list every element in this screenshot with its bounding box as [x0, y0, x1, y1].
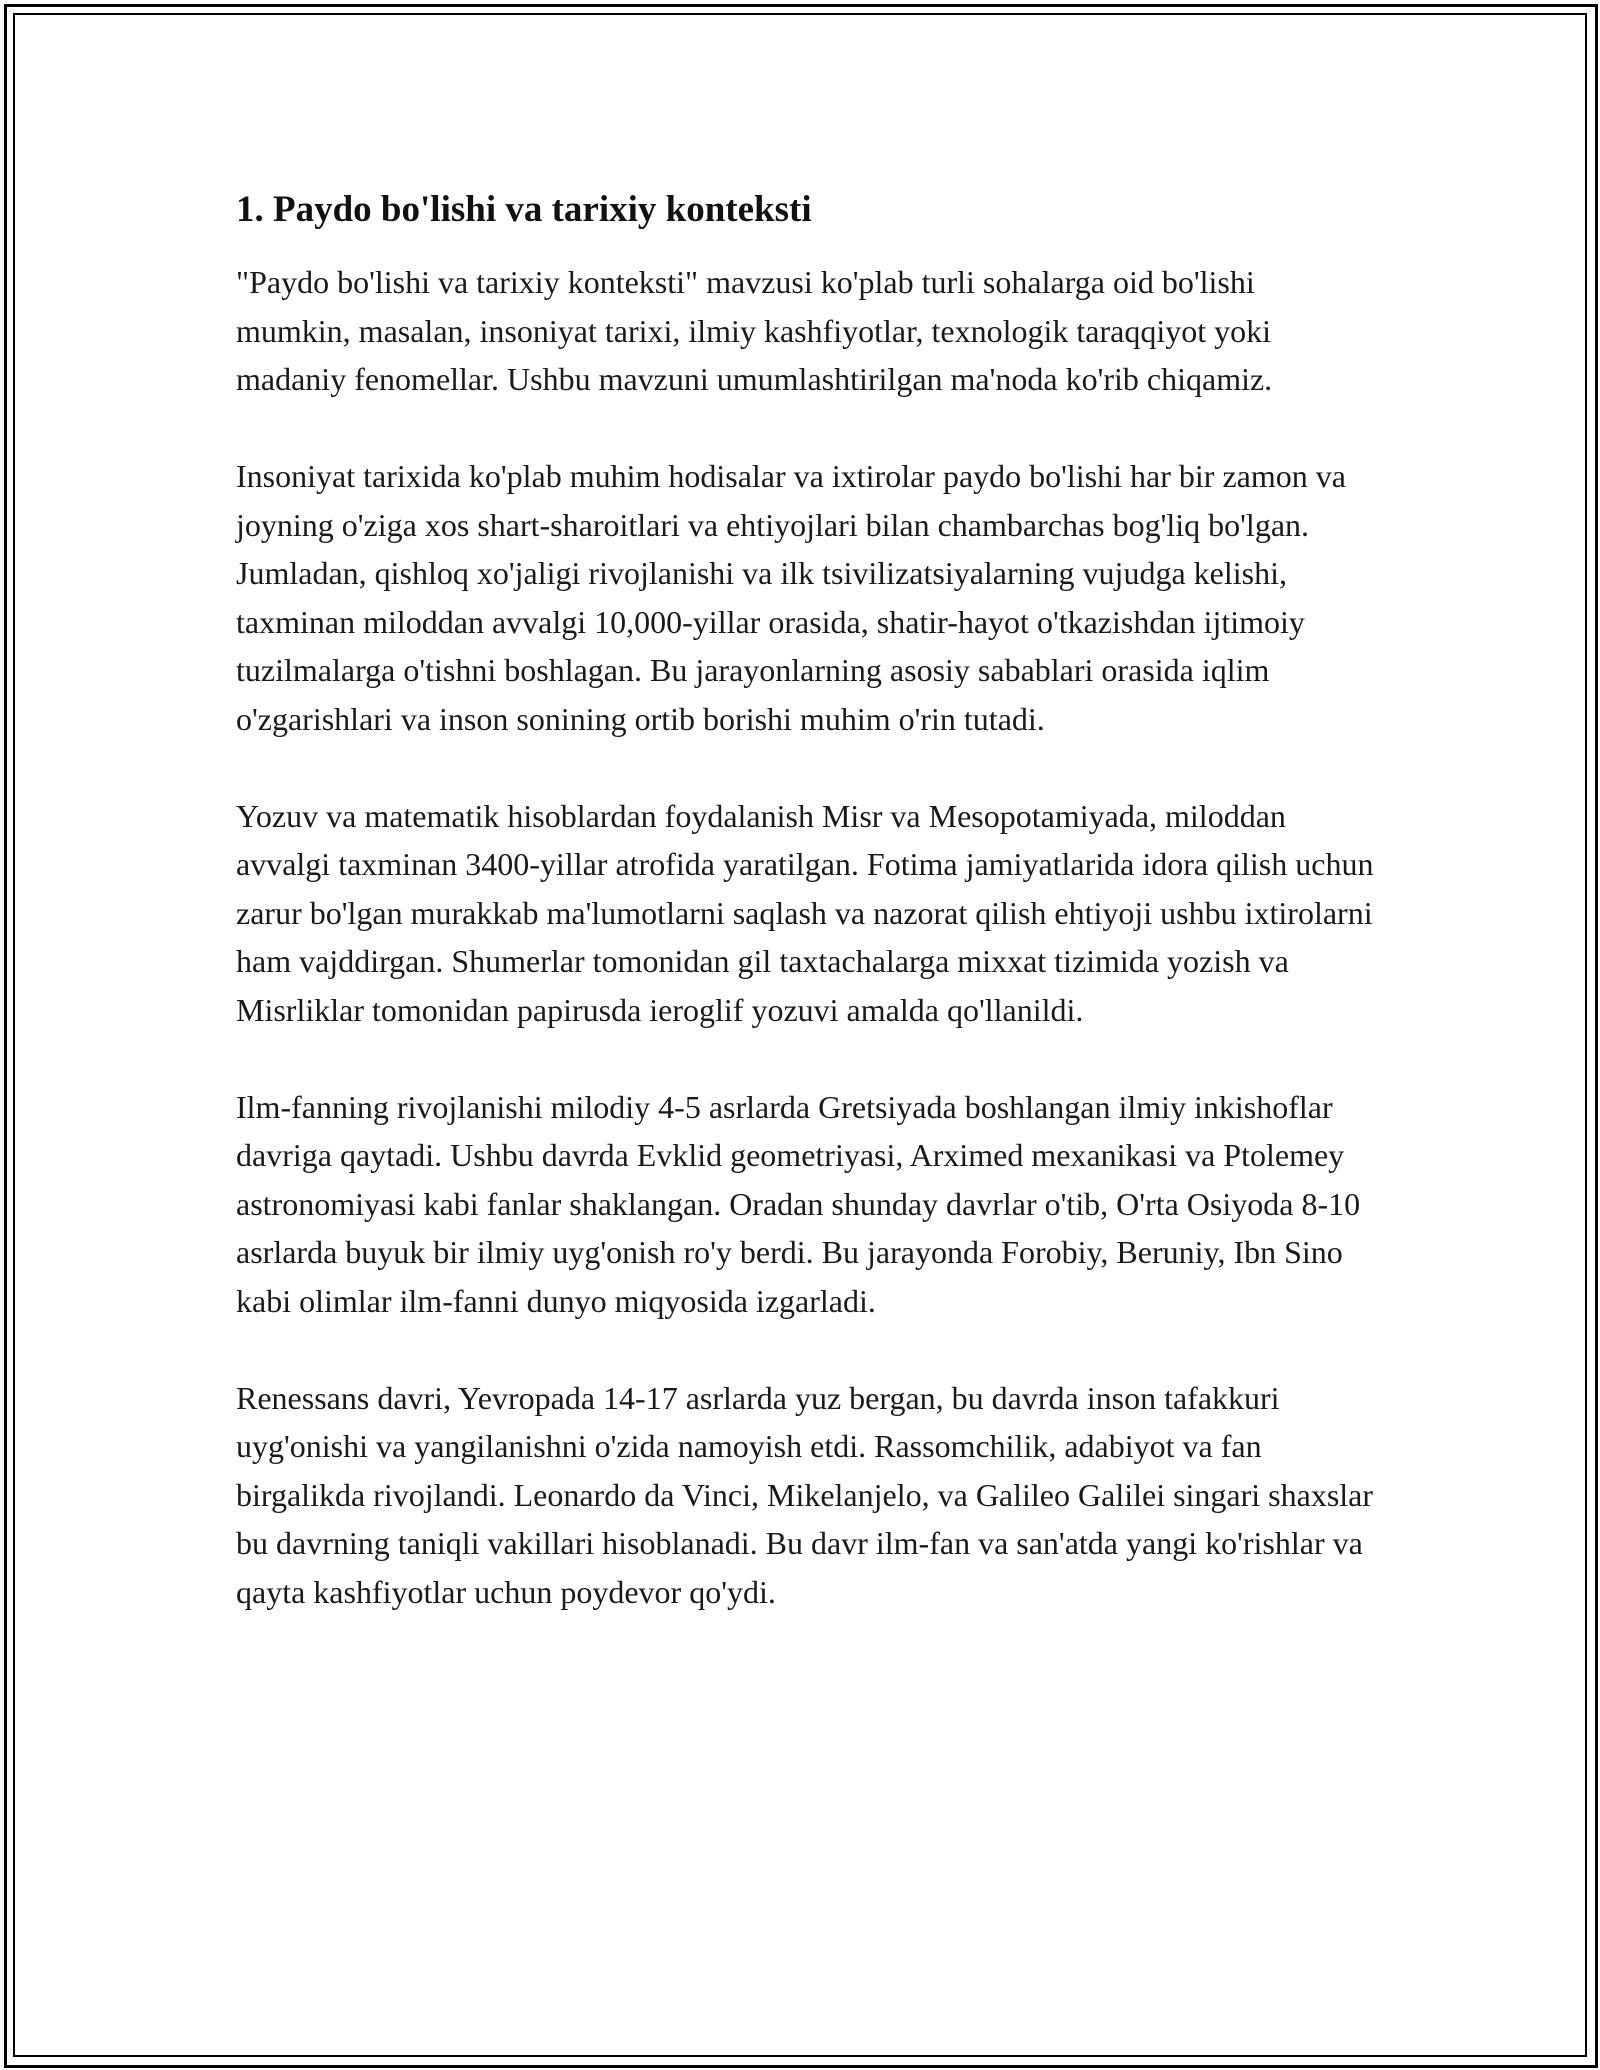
section-heading: 1. Paydo bo'lishi va tarixiy konteksti — [236, 189, 812, 230]
document-body — [236, 186, 1376, 1616]
paragraph-intro: "Paydo bo'lishi va tarixiy konteksti" mavzusi ko'plab turli sohalarga oid bo'lishi mumkin, masalan, insoniyat tarixi, ilmiy kashfiyotlar, texnologik taraqqiyot yoki madaniy fenomellar. Ushbu mavzuni umumlashtirilgan ma'noda ko'rib chiqamiz. — [236, 264, 1273, 397]
paragraph-science: Ilm-fanning rivojlanishi milodiy 4-5 asrlarda Gretsiyada boshlangan ilmiy inkishoflar davriga qaytadi. Ushbu davrda Evklid geometriyasi, Arximed mexanikasi va Ptolemey astronomiyasi kabi fanlar shaklangan. Oradan shunday davrlar o'tib, O'rta Osiyoda 8-10 asrlarda buyuk bir ilmiy uyg'onish ro'y berdi. Bu jarayonda Forobiy, Beruniy, Ibn Sino kabi olimlar ilm-fanni dunyo miqyosida izgarladi. — [236, 1088, 1361, 1319]
paragraph-writing: Yozuv va matematik hisoblardan foydalanish Misr va Mesopotamiyada, miloddan avvalgi taxminan 3400-yillar atrofida yaratilgan. Fotima jamiyatlarida idora qilish uchun zarur bo'lgan murakkab ma'lumotlarni saqlash va nazorat qilish ehtiyoji ushbu ixtirolarni ham vajddirgan. Shumerlar tomonidan gil taxtachalarga mixxat tizimida yozish va Misrliklar tomonidan papirusda ieroglif yozuvi amalda qo'llanildi. — [236, 797, 1374, 1028]
paragraph-civilizations: Insoniyat tarixida ko'plab muhim hodisalar va ixtirolar paydo bo'lishi har bir zamon va joyning o'ziga xos shart-sharoitlari va ehtiyojlari bilan chambarchas bog'liq bo'lgan. Jumladan, qishloq xo'jaligi rivojlanishi va ilk tsivilizatsiyalarning vujudga kelishi, taxminan miloddan avvalgi 10,000-yillar orasida, shatir-hayot o'tkazishdan ijtimoiy tuzilmalarga o'tishni boshlagan. Bu jarayonlarning asosiy sabablari orasida iqlim o'zgarishlari va inson sonining ortib borishi muhim o'rin tutadi. — [236, 458, 1346, 737]
paragraph-renaissance: Renessans davri, Yevropada 14-17 asrlarda yuz bergan, bu davrda inson tafakkuri uyg'onishi va yangilanishni o'zida namoyish etdi. Rassomchilik, adabiyot va fan birgalikda rivojlandi. Leonardo da Vinci, Mikelanjelo, va Galileo Galilei singari shaxslar bu davrning taniqli vakillari hisoblanadi. Bu davr ilm-fan va san'atda yangi ko'rishlar va qayta kashfiyotlar uchun poydevor qo'ydi. — [236, 1379, 1374, 1610]
